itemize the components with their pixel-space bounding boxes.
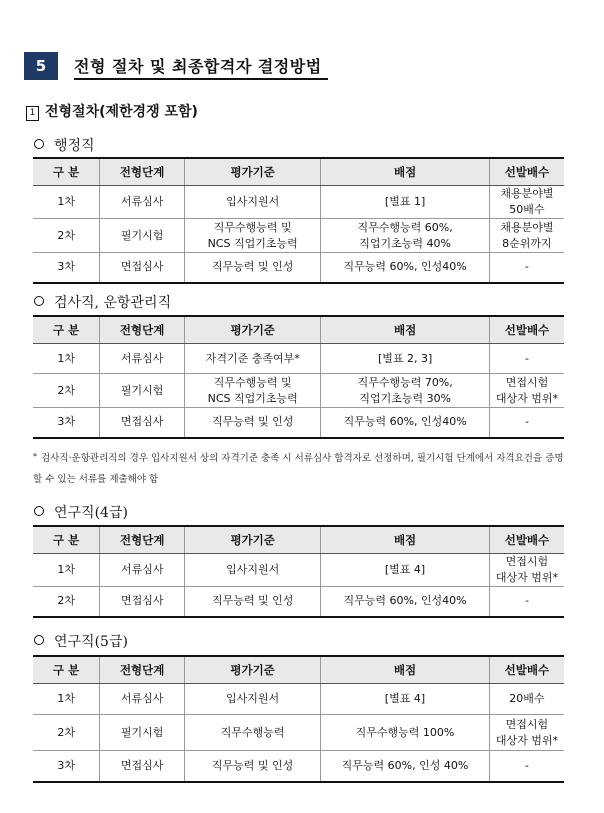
- table-row: 3차 면접심사 직무능력 및 인성 직무능력 60%, 인성 40% -: [33, 751, 564, 782]
- header-criteria: 평가기준: [184, 158, 320, 186]
- group-title-research-4: 연구직(4급): [34, 502, 128, 522]
- header-multiple: 선발배수: [489, 158, 564, 186]
- table-row: 3차 면접심사 직무능력 및 인성 직무능력 60%, 인성40% -: [33, 253, 564, 283]
- table-header-row: 구 분 전형단계 평가기준 배점 선발배수: [33, 526, 564, 554]
- section-number: 5: [24, 52, 58, 80]
- table-row: 2차 필기시험 직무수행능력 및 NCS 직업기초능력 직무수행능력 60%, 직업기초능력 40% 채용분야별 8순위까지: [33, 219, 564, 253]
- subsection-marker-box: 1: [26, 106, 39, 121]
- circle-bullet-icon: [34, 139, 44, 149]
- table-row: 1차 서류심사 자격기준 충족여부* [별표 2, 3] -: [33, 344, 564, 374]
- circle-bullet-icon: [34, 635, 44, 645]
- section-header: [24, 52, 328, 80]
- table-row: 2차 필기시험 직무수행능력 직무수행능력 100% 면접시험 대상자 범위*: [33, 715, 564, 751]
- footnote-asterisk-icon: *: [33, 452, 37, 461]
- table-research-4: [33, 525, 564, 618]
- table-row: 2차 면접심사 직무능력 및 인성 직무능력 60%, 인성40% -: [33, 587, 564, 617]
- subsection-title: 전형절차(제한경쟁 포함): [45, 104, 198, 120]
- table-row: 1차 서류심사 입사지원서 [별표 4] 면접시험 대상자 범위*: [33, 554, 564, 587]
- table-header-row: [33, 158, 564, 186]
- subsection-heading: [26, 101, 198, 121]
- table-row: 1차 서류심사 입사지원서 [별표 1] 채용분야별 50배수: [33, 186, 564, 219]
- footnote: [33, 446, 568, 490]
- group-title-inspection: 검사직, 운항관리직: [34, 292, 171, 312]
- circle-bullet-icon: [34, 296, 44, 306]
- circle-bullet-icon: [34, 506, 44, 516]
- table-row: 1차 서류심사 입사지원서 [별표 4] 20배수: [33, 684, 564, 715]
- table-row: 3차 면접심사 직무능력 및 인성 직무능력 60%, 인성40% -: [33, 408, 564, 438]
- header-stage: 전형단계: [100, 158, 185, 186]
- table-row: 2차 필기시험 직무수행능력 및 NCS 직업기초능력 직무수행능력 70%, 직업기초능력 30% 면접시험 대상자 범위*: [33, 374, 564, 408]
- table-administrative: [33, 157, 564, 284]
- section-title: 전형 절차 및 최종합격자 결정방법: [74, 57, 322, 76]
- footnote-text: 검사직·운항관리직의 경우 입사지원서 상의 자격기준 충족 시 서류심사 합격자로 선정하며, 필기시험 단계에서 자격요건을 증명할 수 있는 서류를 제출해야 함: [33, 453, 564, 485]
- table-header-row: 구 분 전형단계 평가기준 배점 선발배수: [33, 316, 564, 344]
- header-division: 구 분: [33, 158, 100, 186]
- table-header-row: 구 분 전형단계 평가기준 배점 선발배수: [33, 656, 564, 684]
- header-score: 배점: [321, 158, 489, 186]
- group-title-research-5: 연구직(5급): [34, 631, 128, 651]
- table-inspection: [33, 315, 564, 439]
- group-title-administrative: 행정직: [34, 135, 95, 155]
- table-research-5: [33, 655, 564, 783]
- section-title-underline: [74, 78, 328, 80]
